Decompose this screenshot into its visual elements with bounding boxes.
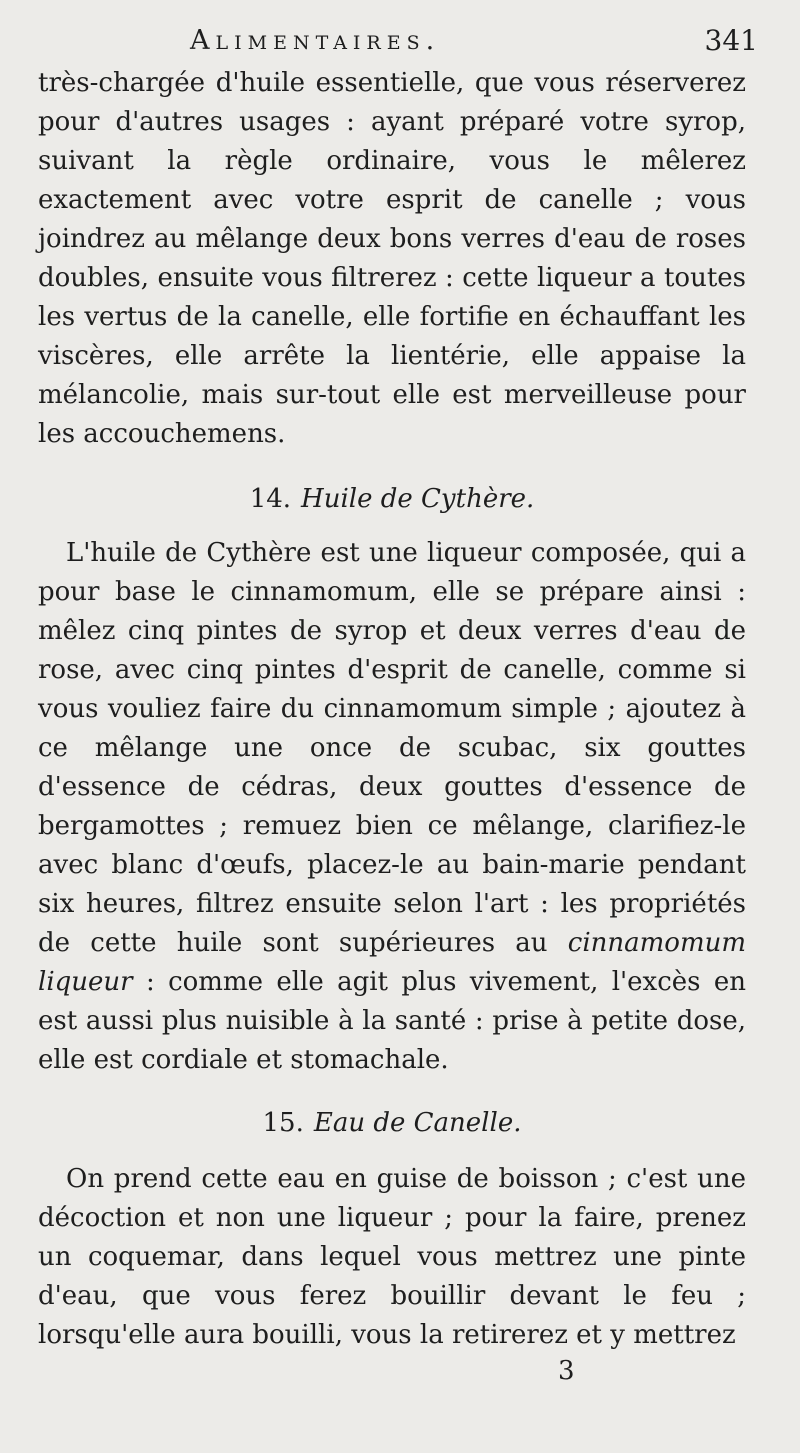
- section-title: Eau de Canelle.: [313, 1108, 522, 1138]
- paragraph-text: L'huile de Cythère est une liqueur composée, qui a pour base le cinnamomum, elle se prépare ainsi : mêlez cinq pintes de syrop et deux verres d'eau de rose, avec cinq pintes d'esprit de canelle, comme si vous vouliez faire du cinnamomum simple ; ajoutez à ce mêlange une once de scubac, six gouttes d'essence de cédras, deux gouttes d'essence de bergamottes ; remuez bien ce mêlange, clarifiez-le avec blanc d'œufs, placez-le au bain-marie pendant six heures, filtrez ensuite selon l'art : les propriétés de cette huile sont supérieures au: [38, 538, 746, 958]
- page-number: 341: [704, 24, 758, 57]
- running-head: [38, 24, 758, 60]
- huile-de-cythere-paragraph: [38, 534, 746, 1080]
- signature-mark: 3: [558, 1356, 575, 1386]
- section-heading-eau-de-canelle: [38, 1106, 746, 1140]
- eau-de-canelle-block: [38, 1160, 746, 1355]
- continuation-paragraph: très-chargée d'huile essentielle, que vous réserverez pour d'autres usages : ayant préparé votre syrop, suivant la règle ordinaire, vous le mêlerez exactement avec votre esprit de canelle ; vous joindrez au mêlange deux bons verres d'eau de roses doubles, ensuite vous filtrerez : cette liqueur a toutes les vertus de la canelle, elle fortifie en échauffant les viscères, elle arrête la lientérie, elle appaise la mélancolie, mais sur-tout elle est merveilleuse pour les accouchemens.: [38, 68, 746, 449]
- running-title: Alimentaires.: [190, 25, 441, 56]
- continuation-block: [38, 64, 746, 454]
- huile-de-cythere-block: [38, 534, 746, 1080]
- section-number: 14.: [249, 484, 292, 514]
- section-number: 15.: [262, 1108, 304, 1138]
- section-title: Huile de Cythère.: [301, 484, 535, 514]
- paragraph-text: : comme elle agit plus vivement, l'excès en est aussi plus nuisible à la santé : prise à petite dose, elle est cordiale et stomachale.: [38, 967, 746, 1075]
- italic-term: cinnamomum liqueur: [38, 928, 746, 997]
- eau-de-canelle-paragraph: On prend cette eau en guise de boisson ; c'est une décoction et non une liqueur ; pour la faire, prenez un coquemar, dans lequel vous mettrez une pinte d'eau, que vous ferez bouillir devant le feu ; lorsqu'elle aura bouilli, vous la retirerez et y mettrez: [38, 1164, 746, 1350]
- section-heading-huile-de-cythere: [38, 482, 746, 516]
